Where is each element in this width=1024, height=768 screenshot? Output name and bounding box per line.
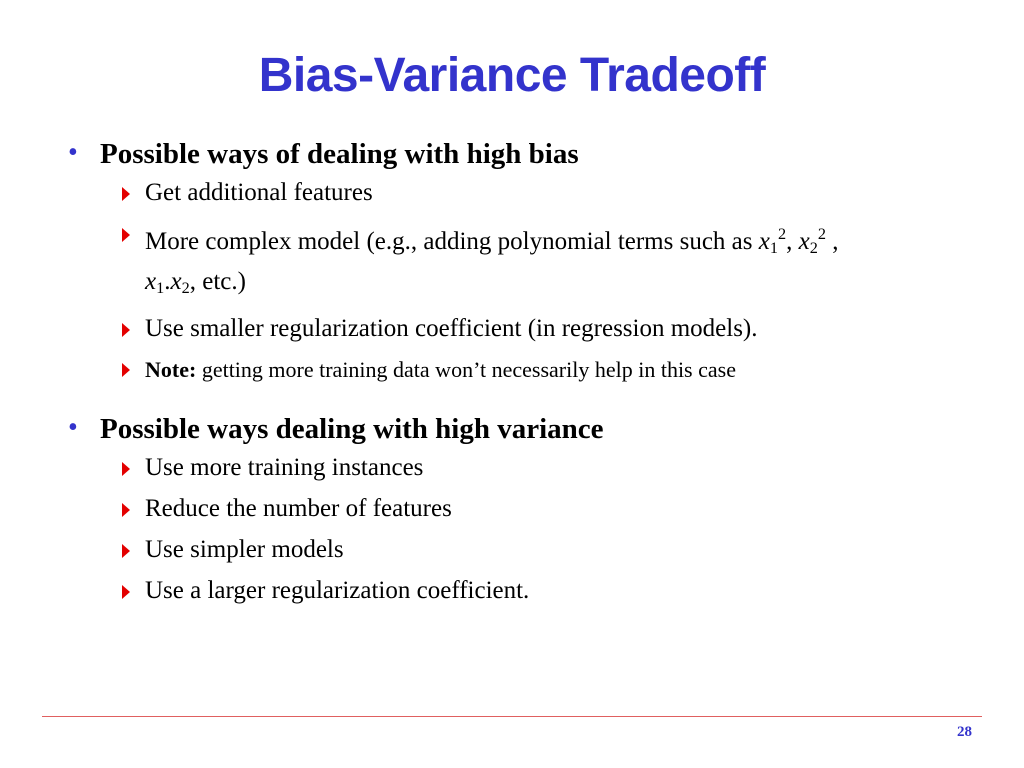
sub-list-high-variance (66, 451, 966, 608)
footer-divider (42, 716, 982, 717)
right-triangle-arrow-icon (122, 544, 130, 558)
main-bullet-text: Possible ways of dealing with high bias (100, 138, 579, 170)
list-item-prefix: More complex model (e.g., adding polynomial terms such as (145, 228, 759, 255)
right-triangle-arrow-icon (122, 585, 130, 599)
round-bullet-icon: • (68, 412, 78, 443)
list-item-suffix: , etc.) (189, 268, 246, 295)
main-bullet-high-bias (66, 136, 966, 172)
list-item (118, 492, 966, 526)
list-item-text: Get additional features (145, 179, 373, 206)
math-sub: 1 (156, 279, 165, 297)
math-sub: 2 (181, 279, 190, 297)
math-sup: 2 (817, 225, 826, 243)
sub-list-high-bias (66, 176, 966, 387)
math-sub: 2 (809, 239, 818, 257)
right-triangle-arrow-icon (122, 503, 130, 517)
math-dot: . (164, 268, 171, 295)
right-triangle-arrow-icon (122, 187, 130, 201)
right-triangle-arrow-icon (122, 462, 130, 476)
list-item (118, 176, 966, 210)
math-sup: 2 (778, 225, 787, 243)
main-bullet-text: Possible ways dealing with high variance (100, 413, 604, 445)
note-label: Note: (145, 357, 197, 382)
list-item (118, 451, 966, 485)
math-var: x (758, 228, 770, 255)
list-item (118, 217, 966, 305)
list-item-text: Use a larger regularization coefficient. (145, 577, 530, 604)
list-item-text: Use simpler models (145, 536, 344, 563)
right-triangle-arrow-icon (122, 363, 130, 377)
note-text: getting more training data won’t necessarily help in this case (196, 357, 736, 382)
list-item-text: Use more training instances (145, 454, 424, 481)
math-sub: 1 (769, 239, 778, 257)
list-item-text: Use smaller regularization coefficient (in regression models). (145, 315, 758, 342)
right-triangle-arrow-icon (122, 228, 130, 242)
list-item (118, 312, 966, 346)
math-var: x (798, 228, 810, 255)
math-sep: , (786, 228, 799, 255)
math-var: x (145, 268, 157, 295)
math-var: x (170, 268, 182, 295)
right-triangle-arrow-icon (122, 323, 130, 337)
list-item-text: Reduce the number of features (145, 495, 452, 522)
list-item (118, 533, 966, 567)
math-sep: , (825, 228, 839, 255)
list-item (118, 574, 966, 608)
list-item-note (118, 353, 966, 387)
slide-title: Bias-Variance Tradeoff (258, 49, 766, 102)
section-high-variance (66, 411, 966, 615)
round-bullet-icon: • (68, 137, 78, 168)
section-high-bias (66, 136, 966, 394)
main-bullet-high-variance (66, 411, 966, 447)
page-number: 28 (957, 724, 972, 740)
